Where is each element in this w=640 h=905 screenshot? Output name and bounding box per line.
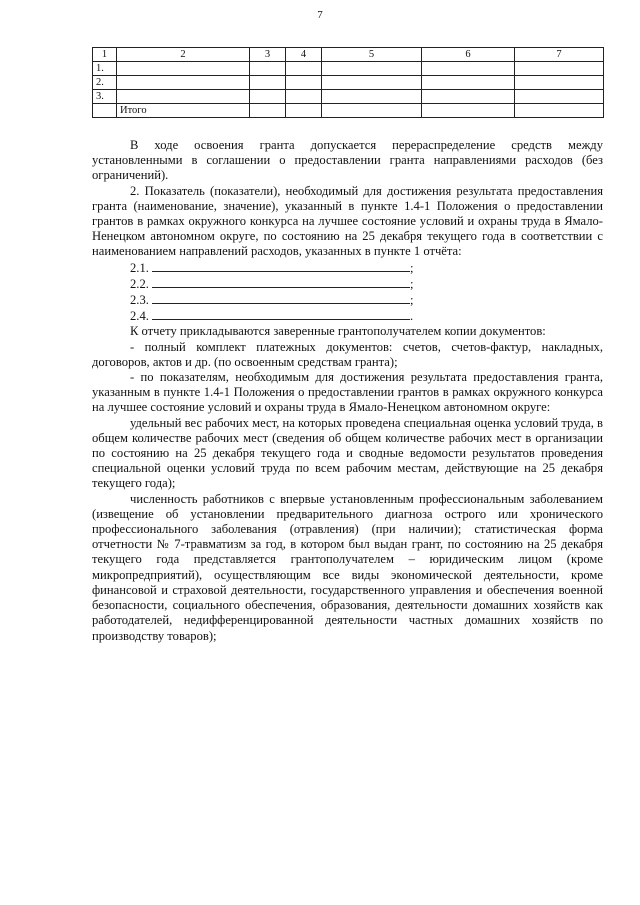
expense-table bbox=[92, 47, 604, 118]
table-cell bbox=[250, 62, 286, 76]
page-number: 7 bbox=[317, 9, 323, 21]
blank-line[interactable] bbox=[152, 276, 410, 288]
table-row bbox=[93, 76, 604, 90]
table-cell bbox=[515, 104, 604, 118]
table-header-cell: 4 bbox=[286, 48, 322, 62]
table-cell bbox=[515, 90, 604, 104]
item-number: 2.4. bbox=[130, 309, 149, 324]
table-cell: 1. bbox=[93, 62, 117, 76]
paragraph: - по показателям, необходимым для достижения результата предоставления гранта, указанным в пункте 1.4-1 Положения о предоставлении грантов в рамках окружного конкурса на лучшее состояние условий и охраны труда в Ямало-Ненецком автономном округе: bbox=[92, 370, 603, 415]
table-total-row bbox=[93, 104, 604, 118]
table-cell bbox=[286, 90, 322, 104]
table-header-row bbox=[93, 48, 604, 62]
table-cell bbox=[117, 90, 250, 104]
fill-line bbox=[92, 292, 603, 308]
table-cell bbox=[515, 76, 604, 90]
paragraph: удельный вес рабочих мест, на которых проведена специальная оценка условий труда, в общем количестве рабочих мест (сведения об общем количестве рабочих мест в организации по состоянию на 25 декабря текущего года и сводные ведомости результатов проведения специальной оценки условий труда по всем рабочим местам, действующие на 25 декабря текущего года); bbox=[92, 415, 603, 491]
table-cell bbox=[286, 104, 322, 118]
table-cell bbox=[322, 90, 422, 104]
paragraph: В ходе освоения гранта допускается перераспределение средств между установленными в соглашении о предоставлении гранта направлениями расходов (без ограничений). bbox=[92, 138, 603, 183]
item-end: ; bbox=[410, 276, 414, 291]
table-cell bbox=[117, 76, 250, 90]
table-cell bbox=[322, 104, 422, 118]
item-end: . bbox=[410, 309, 414, 324]
table-header-cell: 5 bbox=[322, 48, 422, 62]
fill-line bbox=[92, 276, 603, 292]
table-cell bbox=[422, 76, 515, 90]
table-header-cell: 1 bbox=[93, 48, 117, 62]
paragraph: К отчету прикладываются заверенные грантополучателем копии документов: bbox=[130, 324, 546, 339]
item-end: ; bbox=[410, 260, 414, 275]
fill-line bbox=[92, 308, 603, 324]
table-cell: Итого bbox=[117, 104, 250, 118]
item-end: ; bbox=[410, 293, 414, 308]
table-row bbox=[93, 90, 604, 104]
table-header-cell: 7 bbox=[515, 48, 604, 62]
table-cell: 3. bbox=[93, 90, 117, 104]
table-header-cell: 6 bbox=[422, 48, 515, 62]
table-cell bbox=[322, 76, 422, 90]
table-cell bbox=[422, 90, 515, 104]
item-number: 2.1. bbox=[130, 260, 149, 275]
table-cell bbox=[250, 104, 286, 118]
table-cell bbox=[117, 62, 250, 76]
table-header-cell: 3 bbox=[250, 48, 286, 62]
table-cell bbox=[322, 62, 422, 76]
table-cell bbox=[250, 76, 286, 90]
table-cell bbox=[422, 62, 515, 76]
table-cell bbox=[93, 104, 117, 118]
table-cell bbox=[286, 62, 322, 76]
item-number: 2.2. bbox=[130, 276, 149, 291]
paragraph: численность работников с впервые установленным профессиональным заболеванием (извещение об установлении предварительного диагноза острого или хронического профессионального заболевания (отравления) (при наличии); статистическая форма отчетности № 7-травматизм за год, в котором был выдан грант, по состоянию на 25 декабря текущего года представляется грантополучателем – юридическим лицом (кроме микропредприятий), осуществляющим все виды экономической деятельности, кроме финансовой и страховой деятельности, государственного управления и обеспечения военной безопасности, социального обеспечения, образования, деятельности домашних хозяйств как работодателей, недифференцированной деятельности частных домашних хозяйств по производству товаров); bbox=[92, 491, 603, 643]
paragraph: 2. Показатель (показатели), необходимый для достижения результата предоставления гранта (наименование, значение), указанный в пункте 1.4-1 Положения о предоставлении грантов в рамках окружного конкурса на лучшее состояние условий и охраны труда в Ямало-Ненецком автономном округе, по состоянию на 25 декабря текущего года в соответствии с наименованием направлений расходов, указанных в пункте 1 отчёта: bbox=[92, 183, 603, 259]
table-cell bbox=[515, 62, 604, 76]
blank-line[interactable] bbox=[152, 260, 410, 272]
table-header-cell: 2 bbox=[117, 48, 250, 62]
table-cell: 2. bbox=[93, 76, 117, 90]
paragraph: - полный комплект платежных документов: счетов, счетов-фактур, накладных, договоров, актов и др. (по освоенным средствам гранта); bbox=[92, 339, 603, 369]
table-cell bbox=[286, 76, 322, 90]
table-cell bbox=[250, 90, 286, 104]
fill-line bbox=[92, 260, 603, 276]
item-number: 2.3. bbox=[130, 293, 149, 308]
document-body bbox=[92, 138, 603, 644]
table-cell bbox=[422, 104, 515, 118]
blank-line[interactable] bbox=[152, 292, 410, 304]
blank-line[interactable] bbox=[152, 308, 410, 320]
table-row bbox=[93, 62, 604, 76]
